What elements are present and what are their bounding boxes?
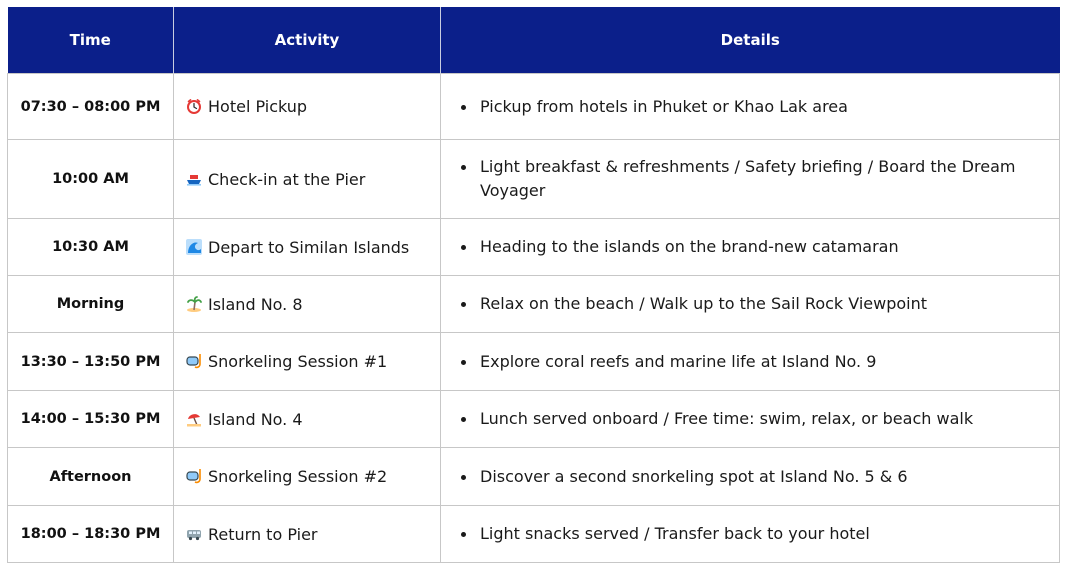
header-activity: Activity: [174, 7, 441, 74]
activity-label: Snorkeling Session #2: [208, 467, 388, 486]
palm-island-icon: [186, 296, 202, 312]
activity-cell: [174, 219, 441, 276]
table-row: [8, 448, 1060, 506]
details-cell: [441, 391, 1060, 448]
table-row: [8, 219, 1060, 276]
table-row: [8, 333, 1060, 391]
itinerary-table-wrapper: [7, 7, 1059, 563]
header-details: Details: [441, 7, 1060, 74]
activity-label: Island No. 8: [208, 294, 303, 314]
time-cell: 13:30 – 13:50 PM: [8, 333, 174, 391]
time-cell: 14:00 – 15:30 PM: [8, 391, 174, 448]
details-cell: [441, 74, 1060, 140]
wave-icon: [186, 239, 202, 255]
ship-icon: [186, 171, 202, 187]
activity-label: Hotel Pickup: [208, 97, 308, 116]
snorkel-mask-icon: [186, 353, 202, 369]
beach-umbrella-icon: [186, 411, 202, 427]
activity-label: Snorkeling Session #1: [208, 352, 388, 371]
bullet-dot: [461, 165, 466, 170]
time-cell: Morning: [8, 276, 174, 333]
table-row: [8, 74, 1060, 140]
snorkel-mask-icon: [186, 468, 202, 484]
time-cell: 18:00 – 18:30 PM: [8, 506, 174, 563]
details-text: Light snacks served / Transfer back to your hotel: [480, 524, 870, 543]
details-text: Heading to the islands on the brand-new catamaran: [480, 237, 899, 256]
time-cell: 07:30 – 08:00 PM: [8, 74, 174, 140]
table-row: [8, 276, 1060, 333]
details-cell: [441, 140, 1060, 219]
activity-cell: [174, 74, 441, 140]
activity-cell: [174, 448, 441, 506]
details-text: Relax on the beach / Walk up to the Sail Rock Viewpoint: [480, 294, 928, 313]
alarm-clock-icon: [186, 98, 202, 114]
header-time: Time: [8, 7, 174, 74]
details-text: Light breakfast & refreshments / Safety briefing / Board the Dream Voyager: [480, 157, 1016, 200]
activity-label: Return to Pier: [208, 524, 318, 544]
bullet-dot: [461, 532, 466, 537]
details-text: Lunch served onboard / Free time: swim, relax, or beach walk: [480, 409, 974, 428]
table-row: [8, 391, 1060, 448]
details-text: Discover a second snorkeling spot at Island No. 5 & 6: [480, 466, 908, 486]
details-cell: [441, 506, 1060, 563]
table-row: [8, 506, 1060, 563]
bullet-dot: [461, 417, 466, 422]
bullet-dot: [461, 360, 466, 365]
table-row: [8, 140, 1060, 219]
activity-label: Check-in at the Pier: [208, 169, 366, 189]
table-body: [8, 74, 1060, 563]
activity-label: Island No. 4: [208, 409, 303, 429]
details-cell: [441, 448, 1060, 506]
header-row: [8, 7, 1060, 74]
activity-cell: [174, 506, 441, 563]
details-cell: [441, 276, 1060, 333]
bullet-dot: [461, 245, 466, 250]
details-cell: [441, 333, 1060, 391]
minibus-icon: [186, 526, 202, 542]
table-header: [8, 7, 1060, 74]
activity-label: Depart to Similan Islands: [208, 237, 410, 257]
activity-cell: [174, 391, 441, 448]
bullet-dot: [461, 475, 466, 480]
itinerary-table: [7, 7, 1060, 563]
bullet-dot: [461, 302, 466, 307]
activity-cell: [174, 140, 441, 219]
details-cell: [441, 219, 1060, 276]
time-cell: Afternoon: [8, 448, 174, 506]
time-cell: 10:00 AM: [8, 140, 174, 219]
activity-cell: [174, 333, 441, 391]
activity-cell: [174, 276, 441, 333]
details-text: Explore coral reefs and marine life at Island No. 9: [480, 351, 877, 371]
bullet-dot: [461, 105, 466, 110]
time-cell: 10:30 AM: [8, 219, 174, 276]
details-text: Pickup from hotels in Phuket or Khao Lak area: [480, 96, 848, 116]
